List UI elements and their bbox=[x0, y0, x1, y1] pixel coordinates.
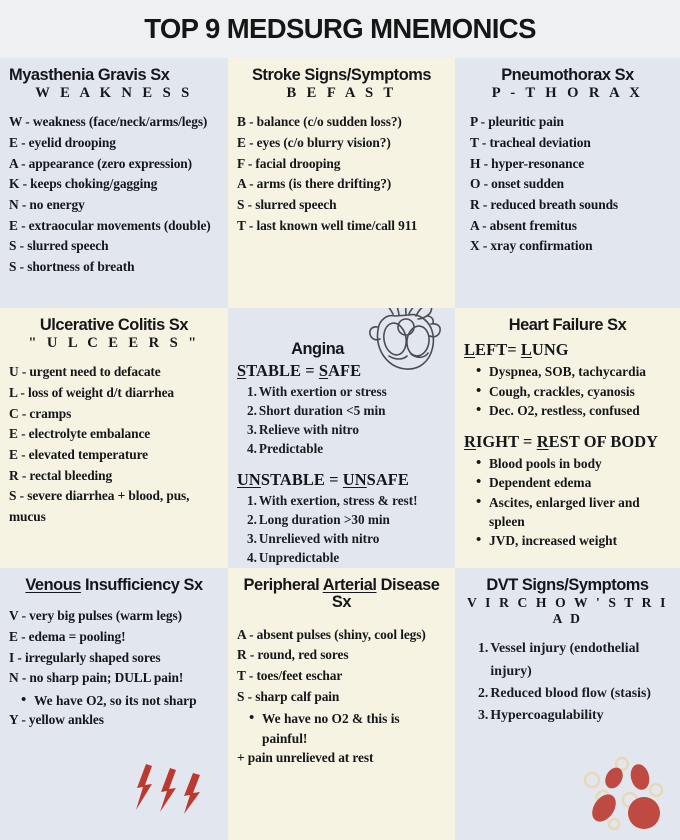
card-pneumothorax bbox=[455, 58, 680, 308]
blood-cells-icon bbox=[578, 750, 674, 836]
list-item: E - electrolyte embalance bbox=[9, 426, 151, 442]
list-item: S - slurred speech bbox=[9, 238, 109, 254]
hf-right-heading: RIGHT = REST OF BODY bbox=[464, 431, 659, 451]
list-item: 4. Predictable bbox=[247, 441, 324, 457]
list-item: A - arms (is there drifting?) bbox=[237, 176, 392, 192]
list-item: • We have O2, so its not sharp bbox=[21, 691, 219, 710]
list-item: B - balance (c/o sudden loss?) bbox=[237, 114, 402, 130]
list-item: S - shortness of breath bbox=[9, 258, 135, 274]
hf-right-list bbox=[476, 454, 671, 551]
list-item: W - weakness (face/neck/arms/legs) bbox=[9, 114, 208, 130]
list-item: N - no sharp pain; DULL pain! bbox=[9, 670, 184, 686]
mnemonic-list bbox=[470, 112, 671, 256]
card-angina bbox=[228, 308, 455, 568]
list-item: S - slurred speech bbox=[237, 196, 337, 212]
list-item: T - toes/feet eschar bbox=[237, 668, 343, 684]
venous-last-item-list bbox=[9, 710, 219, 731]
list-item: • Ascites, enlarged liver and spleen bbox=[476, 493, 671, 532]
list-item: • We have no O2 & this is painful! bbox=[249, 709, 446, 748]
pad-last-item-list bbox=[237, 748, 446, 769]
list-item: O - onset sudden bbox=[470, 176, 565, 192]
mnemonic-list bbox=[9, 606, 219, 689]
mnemonic-list bbox=[237, 112, 446, 236]
card-title: Myasthenia Gravis Sx bbox=[9, 66, 170, 84]
card-title: Venous Insufficiency Sx bbox=[25, 576, 203, 594]
list-item: • Dyspnea, SOB, tachycardia bbox=[476, 362, 671, 381]
list-item: E - eyes (c/o blurry vision?) bbox=[237, 135, 391, 151]
list-item: K - keeps choking/gagging bbox=[9, 176, 158, 192]
card-myasthenia-gravis bbox=[0, 58, 228, 308]
list-item: • JVD, increased weight bbox=[476, 531, 671, 550]
list-item: 2. Long duration >30 min bbox=[247, 511, 390, 527]
card-dvt bbox=[455, 568, 680, 840]
list-item: X - xray confirmation bbox=[470, 238, 593, 254]
mnemonics-grid bbox=[0, 58, 680, 840]
card-venous-insufficiency bbox=[0, 568, 228, 840]
list-item: A - appearance (zero expression) bbox=[9, 155, 192, 171]
card-title: DVT Signs/Symptoms bbox=[486, 576, 649, 594]
list-item: P - pleuritic pain bbox=[470, 114, 564, 130]
list-item: R - rectal bleeding bbox=[9, 467, 113, 483]
list-item: V - very big pulses (warm legs) bbox=[9, 608, 182, 624]
card-peripheral-arterial-disease bbox=[228, 568, 455, 840]
pad-sub-list bbox=[249, 709, 446, 748]
list-item: 3. Relieve with nitro bbox=[247, 422, 360, 438]
card-heart-failure bbox=[455, 308, 680, 568]
header-band bbox=[0, 0, 680, 58]
card-title: Pneumothorax Sx bbox=[501, 66, 634, 84]
list-item: R - reduced breath sounds bbox=[470, 196, 619, 212]
page-title: TOP 9 MEDSURG MNEMONICS bbox=[144, 13, 536, 44]
list-item: A - absent pulses (shiny, cool legs) bbox=[237, 626, 426, 642]
mnemonic-list bbox=[237, 625, 446, 708]
list-item: 3. Unrelieved with nitro bbox=[247, 530, 380, 546]
hf-left-heading: LEFT= LUNG bbox=[464, 340, 569, 360]
dvt-list bbox=[478, 637, 671, 726]
list-item: S - severe diarrhea + blood, pus, mucus bbox=[9, 488, 190, 524]
card-mnemonic: " U L C E E R S " bbox=[28, 335, 200, 352]
list-item: E - edema = pooling! bbox=[9, 629, 126, 645]
list-item: 4. Unpredictable bbox=[247, 549, 340, 565]
list-item: • Cough, crackles, cyanosis bbox=[476, 382, 671, 401]
list-item: 1. Vessel injury (endothelial injury) bbox=[478, 640, 640, 678]
list-item: A - absent fremitus bbox=[470, 217, 577, 233]
venous-sub-list bbox=[21, 691, 219, 710]
angina-stable-heading: STABLE = SAFE bbox=[237, 361, 362, 381]
list-item: E - eyelid drooping bbox=[9, 135, 116, 151]
card-title: Angina bbox=[291, 340, 344, 358]
list-item: 2. Reduced blood flow (stasis) bbox=[478, 685, 651, 701]
card-title: Ulcerative Colitis Sx bbox=[39, 316, 189, 334]
list-item: T - tracheal deviation bbox=[470, 135, 591, 151]
list-item: F - facial drooping bbox=[237, 155, 341, 171]
card-title: Peripheral Arterial Disease Sx bbox=[243, 576, 440, 612]
mnemonic-list bbox=[9, 362, 219, 527]
list-item: • Dec. O2, restless, confused bbox=[476, 401, 671, 420]
card-title: Stroke Signs/Symptoms bbox=[251, 66, 432, 84]
list-item: 1. With exertion, stress & rest! bbox=[247, 492, 418, 508]
card-stroke bbox=[228, 58, 455, 308]
list-item: 3. Hypercoagulability bbox=[478, 707, 604, 723]
card-mnemonic: B E F A S T bbox=[286, 85, 397, 102]
list-item: C - cramps bbox=[9, 405, 72, 421]
card-mnemonic: W E A K N E S S bbox=[35, 85, 193, 102]
hf-left-list bbox=[476, 362, 671, 420]
lightning-bolts-icon bbox=[130, 762, 208, 814]
list-item: N - no energy bbox=[9, 196, 85, 212]
card-mnemonic: V I R C H O W ' S T R I A D bbox=[467, 595, 668, 627]
list-item: T - last known well time/call 911 bbox=[237, 217, 418, 233]
list-item: 2. Short duration <5 min bbox=[247, 403, 386, 419]
list-item: E - elevated temperature bbox=[9, 446, 149, 462]
list-item: S - sharp calf pain bbox=[237, 688, 340, 704]
angina-stable-list bbox=[247, 383, 446, 459]
list-item: E - extraocular movements (double) bbox=[9, 217, 211, 233]
angina-unstable-heading: UNSTABLE = UNSAFE bbox=[237, 469, 409, 489]
card-mnemonic: P - T H O R A X bbox=[491, 85, 644, 102]
list-item: H - hyper-resonance bbox=[470, 155, 585, 171]
mnemonic-list bbox=[9, 112, 219, 277]
list-item: R - round, red sores bbox=[237, 647, 349, 663]
list-item: L - loss of weight d/t diarrhea bbox=[9, 385, 175, 401]
list-item: • Blood pools in body bbox=[476, 454, 671, 473]
list-item: U - urgent need to defacate bbox=[9, 364, 161, 380]
list-item: I - irregularly shaped sores bbox=[9, 649, 161, 665]
list-item: 1. With exertion or stress bbox=[247, 384, 387, 400]
card-title: Heart Failure Sx bbox=[508, 316, 627, 334]
card-ulcerative-colitis bbox=[0, 308, 228, 568]
list-item: + pain unrelieved at rest bbox=[237, 750, 374, 766]
angina-unstable-list bbox=[247, 492, 446, 568]
list-item: Y - yellow ankles bbox=[9, 712, 104, 728]
list-item: • Dependent edema bbox=[476, 473, 671, 492]
